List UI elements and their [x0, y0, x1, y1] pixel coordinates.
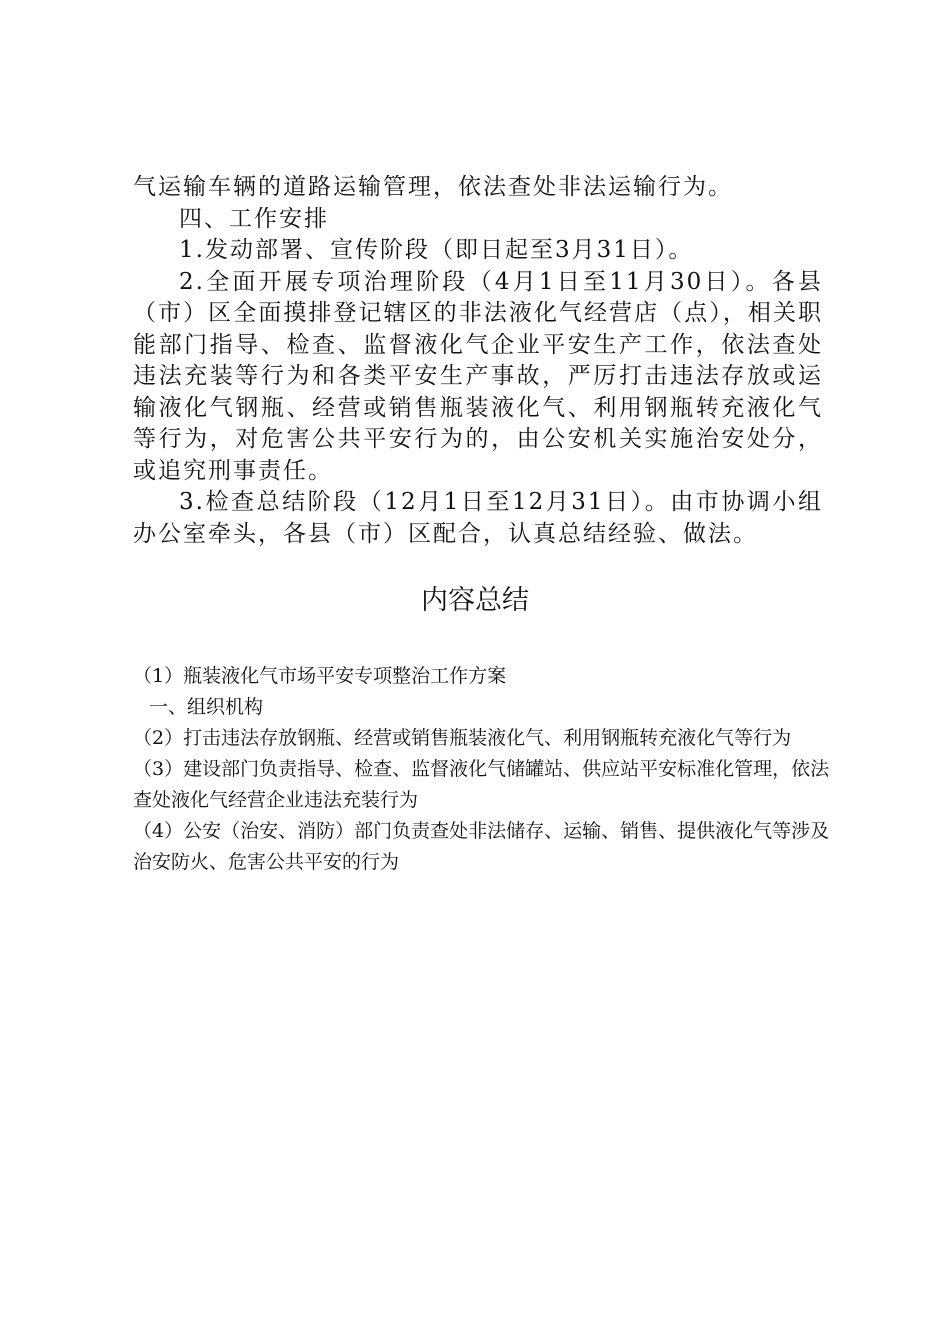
summary-item-sub: 一、组织机构 [149, 696, 264, 718]
summary-item-4: （4）公安（治安、消防）部门负责查处非法储存、运输、销售、提供液化气等涉及治安防火、危害公共平安的行为 [133, 820, 830, 873]
body-text [133, 172, 823, 550]
section-heading: 四、工作安排 [179, 205, 329, 232]
arrangement-item-3: 3.检查总结阶段（12月1日至12月31日）。由市协调小组办公室牵头，各县（市）区配合，认真总结经验、做法。 [133, 489, 823, 547]
arrangement-item-1: 1.发动部署、宣传阶段（即日起至3月31日）。 [179, 237, 694, 263]
arrangement-item-2: 2.全面开展专项治理阶段（4月1日至11月30日）。各县（市）区全面摸排登记辖区的非法液化气经营店（点），相关职能部门指导、检查、监督液化气企业平安生产工作，依法查处违法充装等行为和各类平安生产事故，严厉打击违法存放或运输液化气钢瓶、经营或销售瓶装液化气、利用钢瓶转充液化气等行为，对危害公共平安行为的，由公安机关实施治安处分，或追究刑事责任。 [133, 268, 823, 484]
summary-list [133, 661, 833, 878]
summary-item-3: （3）建设部门负责指导、检查、监督液化气储罐站、供应站平安标准化管理，依法查处液化气经营企业违法充装行为 [133, 758, 830, 811]
summary-item-1: （1）瓶装液化气市场平安专项整治工作方案 [133, 665, 507, 687]
summary-title: 内容总结 [421, 585, 529, 616]
continuation-paragraph: 气运输车辆的道路运输管理，依法查处非法运输行为。 [133, 174, 733, 200]
summary-item-2: （2）打击违法存放钢瓶、经营或销售瓶装液化气、利用钢瓶转充液化气等行为 [133, 727, 792, 749]
